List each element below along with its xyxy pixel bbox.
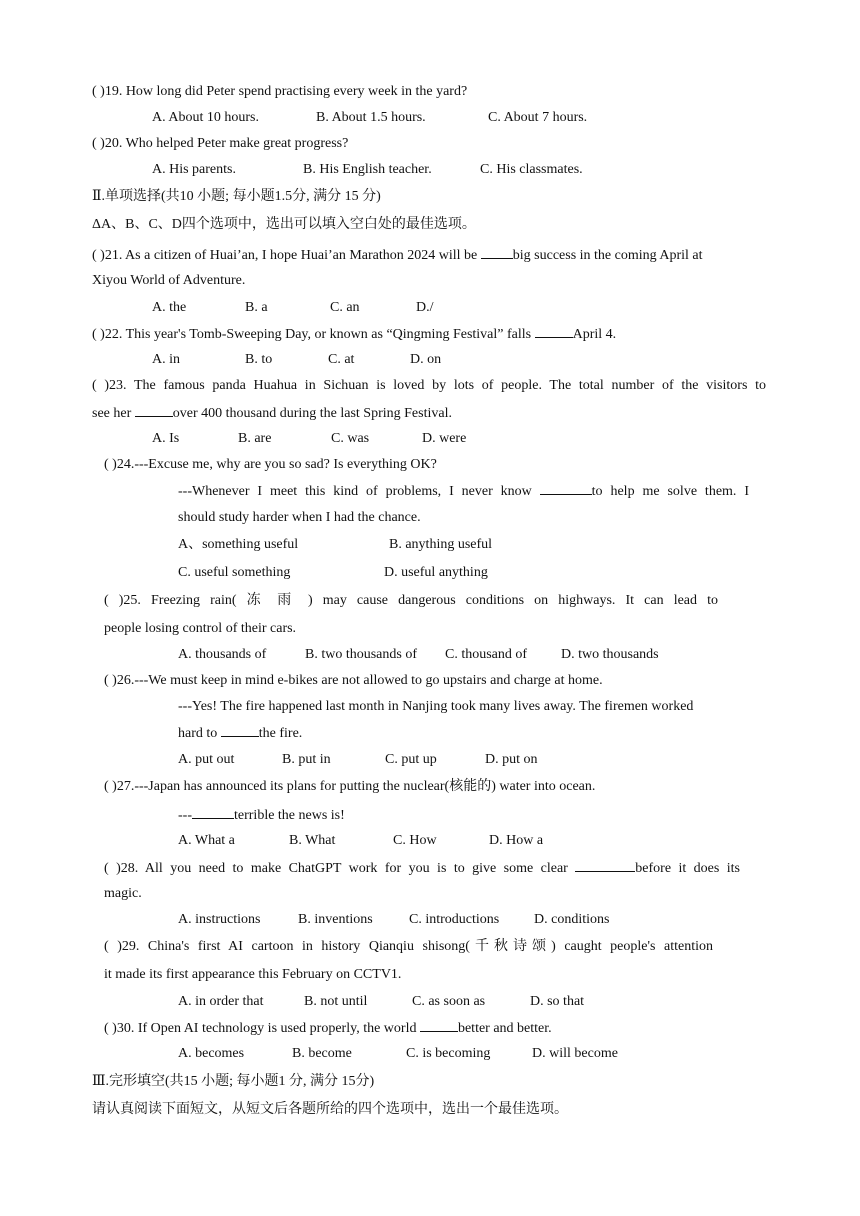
q25-option-a: A. thousands of: [178, 647, 267, 662]
q20-option-a: A. His parents.: [152, 162, 236, 177]
q23-option-d: D. were: [422, 431, 467, 446]
q24-option-a: A、something useful: [178, 537, 299, 552]
q24-option-b: B. anything useful: [389, 537, 493, 552]
section-2-instruction: ΔA、B、C、D四个选项中，选出可以填入空白处的最佳选项。: [92, 217, 476, 232]
question-25-line-2: people losing control of their cars.: [104, 621, 297, 636]
q30-option-d: D. will become: [532, 1046, 618, 1061]
q27-text-a: ---: [178, 808, 192, 823]
q28-text-a: ( )28. All you need to make ChatGPT work for you is to give some clear: [104, 861, 576, 876]
q25-option-d: D. two thousands: [561, 647, 659, 662]
section-2-heading: Ⅱ.单项选择(共10 小题; 每小题1.5分, 满分 15 分): [92, 189, 381, 204]
answer-blank: [481, 246, 513, 259]
q22-option-d: D. on: [410, 352, 442, 367]
q29-option-d: D. so that: [530, 994, 585, 1009]
q20-option-b: B. His English teacher.: [303, 162, 432, 177]
question-24-stem: ( )24.---Excuse me, why are you so sad? Is everything OK?: [104, 457, 437, 472]
q29-option-c: C. as soon as: [412, 994, 486, 1009]
q27-option-b: B. What: [289, 833, 336, 848]
q23-option-c: C. was: [331, 431, 370, 446]
q30-text-a: ( )30. If Open AI technology is used properly, the world: [104, 1021, 420, 1036]
q28-option-a: A. instructions: [178, 912, 261, 927]
q21-option-b: B. a: [245, 300, 268, 315]
question-27-stem: ( )27.---Japan has announced its plans for putting the nuclear(核能的) water into ocean.: [104, 779, 596, 794]
q21-option-a: A. the: [152, 300, 187, 315]
q26-option-d: D. put on: [485, 752, 538, 767]
q20-option-c: C. His classmates.: [480, 162, 583, 177]
q25-option-b: B. two thousands of: [305, 647, 417, 662]
q28-option-c: C. introductions: [409, 912, 500, 927]
answer-blank: [535, 325, 573, 338]
question-30-stem: [104, 1019, 552, 1038]
q19-option-a: A. About 10 hours.: [152, 110, 259, 125]
q27-option-c: C. How: [393, 833, 437, 848]
q21-option-c: C. an: [330, 300, 360, 315]
q28-option-b: B. inventions: [298, 912, 373, 927]
q25-option-c: C. thousand of: [445, 647, 528, 662]
q30-option-a: A. becomes: [178, 1046, 245, 1061]
q21-text-b: big success in the coming April at: [512, 248, 703, 263]
q22-option-b: B. to: [245, 352, 273, 367]
q27-option-d: D. How a: [489, 833, 544, 848]
question-20-stem: ( )20. Who helped Peter make great progress?: [92, 136, 349, 151]
q24-option-c: C. useful something: [178, 565, 291, 580]
q22-option-a: A. in: [152, 352, 180, 367]
section-3-heading: Ⅲ.完形填空(共15 小题; 每小题1 分, 满分 15分): [92, 1074, 375, 1089]
question-23-line-1: ( )23. The famous panda Huahua in Sichuan is loved by lots of people. The total number of the visitors to: [92, 378, 766, 393]
question-29-line-1: ( )29. China's first AI cartoon in history Qianqiu shisong(千秋诗颂) caught people's attention: [104, 939, 713, 954]
answer-blank: [420, 1019, 458, 1032]
answer-blank: [192, 806, 234, 819]
q22-text-b: April 4.: [572, 327, 617, 342]
q23-text-a: see her: [92, 406, 135, 421]
q27-text-b: terrible the news is!: [234, 808, 345, 823]
q19-option-b: B. About 1.5 hours.: [316, 110, 426, 125]
question-19-stem: ( )19. How long did Peter spend practising every week in the yard?: [92, 84, 468, 99]
section-3-instruction: 请认真阅读下面短文，从短文后各题所给的四个选项中，选出一个最佳选项。: [92, 1102, 568, 1117]
question-24-reply-line-2: should study harder when I had the chance.: [178, 510, 421, 525]
question-23-line-2: [92, 404, 452, 423]
question-26-reply-line-1: ---Yes! The fire happened last month in Nanjing took many lives away. The firemen worked: [178, 699, 694, 714]
q21-text-a: ( )21. As a citizen of Huai’an, I hope Huai’an Marathon 2024 will be: [92, 248, 481, 263]
answer-blank: [575, 859, 635, 872]
q28-text-b: before it does its: [635, 861, 740, 876]
answer-blank: [540, 482, 592, 495]
question-21-line-2: Xiyou World of Adventure.: [92, 273, 246, 288]
q30-option-b: B. become: [292, 1046, 352, 1061]
question-24-reply-line-1: [178, 482, 749, 501]
q26-option-b: B. put in: [282, 752, 331, 767]
q19-option-c: C. About 7 hours.: [488, 110, 588, 125]
q26-text-b: the fire.: [258, 726, 303, 741]
q24-text-b: to help me solve them. I: [591, 484, 749, 499]
question-29-line-2: it made its first appearance this February on CCTV1.: [104, 967, 402, 982]
q30-option-c: C. is becoming: [406, 1046, 491, 1061]
question-28-line-1: [104, 859, 740, 878]
question-22-stem: [92, 325, 616, 344]
question-26-reply-line-2: [178, 724, 302, 743]
q27-option-a: A. What a: [178, 833, 235, 848]
answer-blank: [221, 724, 259, 737]
question-27-reply: [178, 806, 345, 825]
question-25-line-1: ( )25. Freezing rain( 冻 雨 ) may cause dangerous conditions on highways. It can lead to: [104, 593, 718, 608]
question-21-line-1: [92, 246, 703, 265]
q23-text-b: over 400 thousand during the last Spring Festival.: [172, 406, 452, 421]
q21-option-d: D./: [416, 300, 434, 315]
q30-text-b: better and better.: [457, 1021, 552, 1036]
q26-option-a: A. put out: [178, 752, 235, 767]
q28-option-d: D. conditions: [534, 912, 610, 927]
q23-option-b: B. are: [238, 431, 272, 446]
question-26-stem: ( )26.---We must keep in mind e-bikes are not allowed to go upstairs and charge at home.: [104, 673, 603, 688]
q22-option-c: C. at: [328, 352, 355, 367]
q29-option-b: B. not until: [304, 994, 368, 1009]
q24-option-d: D. useful anything: [384, 565, 488, 580]
q23-option-a: A. Is: [152, 431, 180, 446]
q26-option-c: C. put up: [385, 752, 437, 767]
answer-blank: [135, 404, 173, 417]
q29-option-a: A. in order that: [178, 994, 264, 1009]
question-28-line-2: magic.: [104, 886, 142, 901]
q22-text-a: ( )22. This year's Tomb-Sweeping Day, or known as “Qingming Festival” falls: [92, 327, 535, 342]
q24-text-a: ---Whenever I meet this kind of problems, I never know: [178, 484, 540, 499]
q26-text-a: hard to: [178, 726, 221, 741]
